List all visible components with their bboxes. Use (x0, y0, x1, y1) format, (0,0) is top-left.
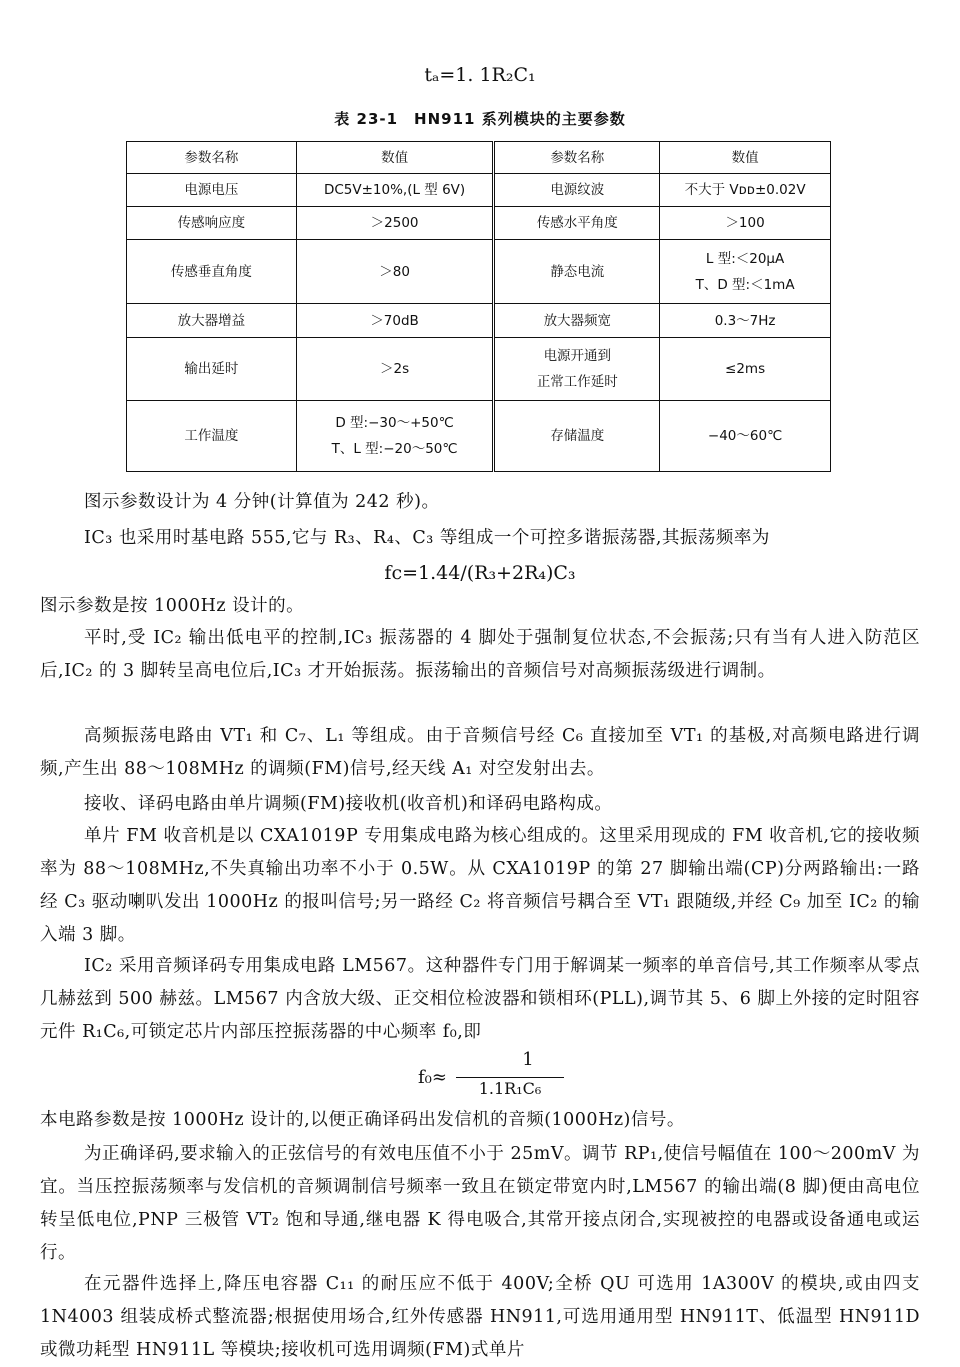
table-header-row (127, 142, 831, 174)
table-cell: 电源纹波 (494, 174, 660, 207)
table-cell: ＞70dB (296, 304, 494, 338)
table-cell: 传感响应度 (127, 207, 297, 240)
table-cell: 电源电压 (127, 174, 297, 207)
paragraph: 本电路参数是按 1000Hz 设计的,以便正确译码出发信机的音频(1000Hz)信号。 (40, 1110, 685, 1130)
formula-td: tₐ=1. 1R₂C₁ (424, 64, 536, 86)
table-cell: ＞2500 (296, 207, 494, 240)
table-cell: 放大器频宽 (494, 304, 660, 338)
fraction-bar (456, 1077, 564, 1078)
table-caption: 表 23-1 HN911 系列模块的主要参数 (334, 110, 626, 128)
paragraph: IC₂ 采用音频译码专用集成电路 LM567。这种器件专门用于解调某一频率的单音信号,其工作频率从零点几赫兹到 500 赫兹。LM567 内含放大级、正交相位检波器和锁相环(PLL),调节其 5、6 脚上外接的定时阻容元件 R₁C₆,可锁定芯片内部压控振荡器的中心频率 f₀,即 (40, 956, 920, 1042)
table-header-cell: 参数名称 (127, 142, 297, 174)
table-row (127, 174, 831, 207)
table-cell: D 型:−30～+50℃ T、L 型:−20～50℃ (296, 401, 494, 472)
table-cell: 存储温度 (494, 401, 660, 472)
table-cell: 传感垂直角度 (127, 240, 297, 304)
table-cell: 电源开通到 正常工作延时 (494, 338, 660, 401)
paragraph: 图示参数是按 1000Hz 设计的。 (40, 596, 305, 616)
table-cell: ＞80 (296, 240, 494, 304)
paragraph: IC₃ 也采用时基电路 555,它与 R₃、R₄、C₃ 等组成一个可控多谐振荡器,其振荡频率为 (84, 528, 770, 548)
table-cell: ≤2ms (660, 338, 831, 401)
paragraph: 高频振荡电路由 VT₁ 和 C₇、L₁ 等组成。由于音频信号经 C₆ 直接加至 VT₁ 的基极,对高频电路进行调频,产生出 88～108MHz 的调频(FM)信号,经天线 A₁ 对空发射出去。 (40, 726, 920, 779)
table-header-cell: 参数名称 (494, 142, 660, 174)
table-cell: 0.3～7Hz (660, 304, 831, 338)
table-cell: 静态电流 (494, 240, 660, 304)
table-cell: 传感水平角度 (494, 207, 660, 240)
table-row (127, 304, 831, 338)
formula-f0-denominator: 1.1R₁C₆ (478, 1079, 542, 1098)
table-cell: ＞2s (296, 338, 494, 401)
parameter-table (126, 141, 831, 472)
table-row (127, 207, 831, 240)
table-cell: ＞100 (660, 207, 831, 240)
table-cell: 输出延时 (127, 338, 297, 401)
table-cell: 放大器增益 (127, 304, 297, 338)
table-cell: L 型:＜20μA T、D 型:＜1mA (660, 240, 831, 304)
paragraph: 平时,受 IC₂ 输出低电平的控制,IC₃ 振荡器的 4 脚处于强制复位状态,不会振荡;只有当有人进入防范区后,IC₂ 的 3 脚转呈高电位后,IC₃ 才开始振荡。振荡输出的音频信号对高频振荡级进行调制。 (40, 628, 920, 681)
paragraph: 为正确译码,要求输入的正弦信号的有效电压值不小于 25mV。调节 RP₁,使信号幅值在 100～200mV 为宜。当压控振荡频率与发信机的音频调制信号频率一致且在锁定带宽内时,LM567 的输出端(8 脚)便由高电位转呈低电位,PNP 三极管 VT₂ 饱和导通,继电器 K 得电吸合,其常开接点闭合,实现被控的电器或设备通电或运行。 (40, 1144, 920, 1263)
paragraph: 接收、译码电路由单片调频(FM)接收机(收音机)和译码电路构成。 (84, 794, 613, 814)
paragraph: 单片 FM 收音机是以 CXA1019P 专用集成电路为核心组成的。这里采用现成的 FM 收音机,它的接收频率为 88～108MHz,不失真输出功率不小于 0.5W。从 CXA1019P 的第 27 脚输出端(CP)分两路输出:一路经 C₃ 驱动喇叭发出 1000Hz 的报叫信号;另一路经 C₂ 将音频信号耦合至 VT₁ 跟随级,并经 C₉ 加至 IC₂ 的输入端 3 脚。 (40, 826, 920, 945)
paragraph: 在元器件选择上,降压电容器 C₁₁ 的耐压应不低于 400V;全桥 QU 可选用 1A300V 的模块,或由四支 1N4003 组装成桥式整流器;根据使用场合,红外传感器 HN911,可选用通用型 HN911T、低温型 HN911D 或微功耗型 HN911L 等模块;接收机可选用调频(FM)式单片 (40, 1274, 920, 1360)
table-row (127, 240, 831, 304)
formula-f0-lhs: f₀≈ (418, 1067, 447, 1088)
formula-f0-numerator: 1 (522, 1049, 534, 1070)
table-row (127, 338, 831, 401)
table-cell: 工作温度 (127, 401, 297, 472)
table-cell: 不大于 Vᴅᴅ±0.02V (660, 174, 831, 207)
formula-fc: fc=1.44/(R₃+2R₄)C₃ (384, 562, 576, 584)
table-row (127, 401, 831, 472)
table-cell: −40～60℃ (660, 401, 831, 472)
table-cell: DC5V±10%,(L 型 6V) (296, 174, 494, 207)
table-header-cell: 数值 (296, 142, 494, 174)
table-header-cell: 数值 (660, 142, 831, 174)
paragraph: 图示参数设计为 4 分钟(计算值为 242 秒)。 (84, 492, 440, 512)
